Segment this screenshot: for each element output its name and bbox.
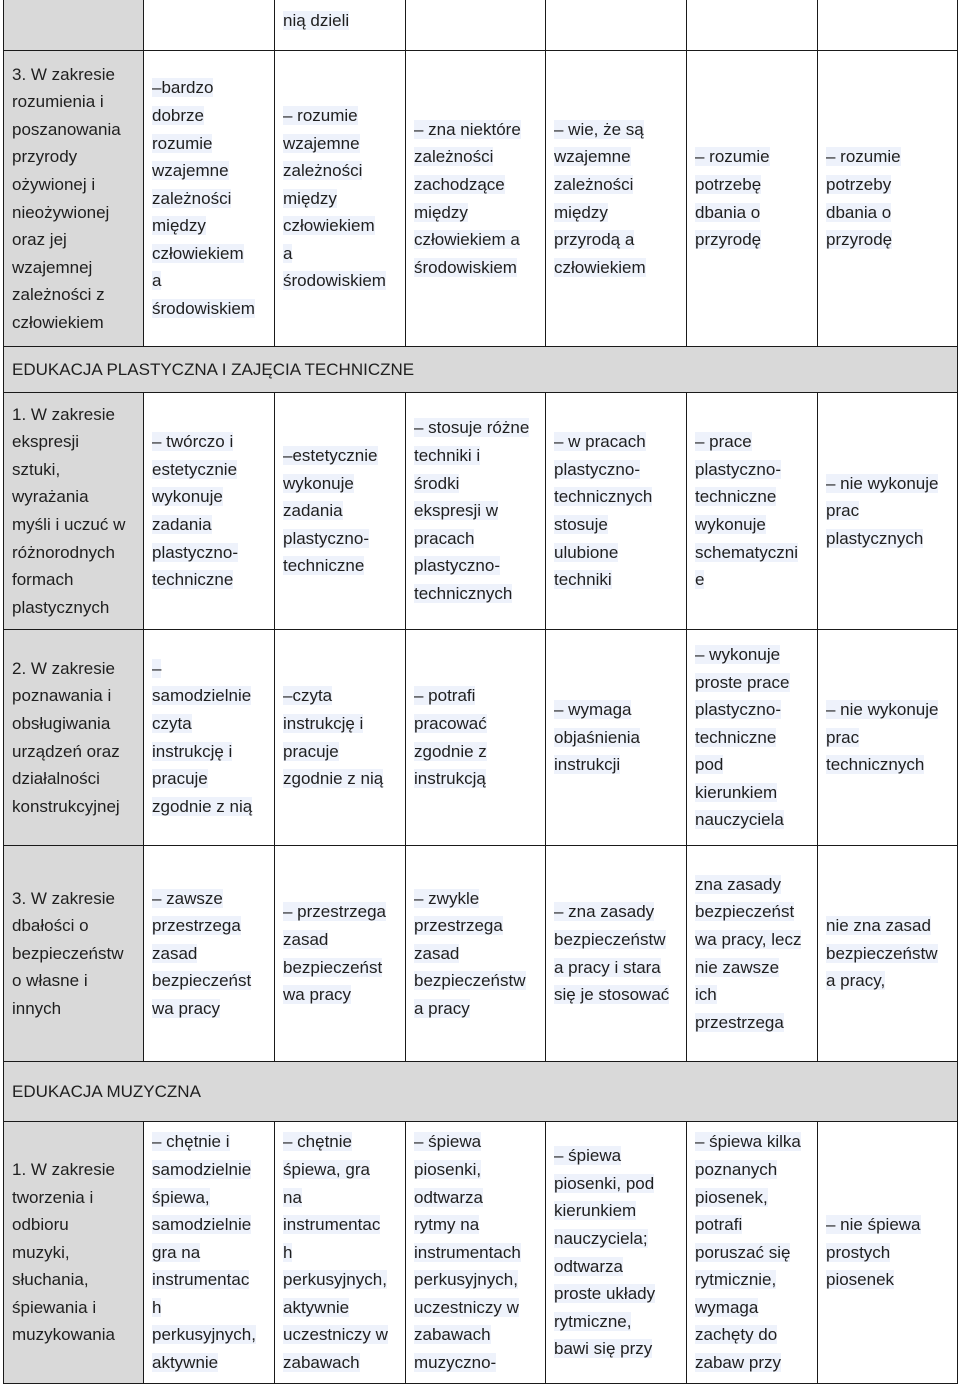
cell-text-line: techniczne: [152, 570, 234, 590]
criterion-text: [12, 61, 143, 337]
cell-text-line: między: [554, 202, 608, 222]
criterion-label: [4, 1122, 144, 1384]
grade-cell: [406, 393, 546, 630]
grade-cell: [406, 0, 546, 51]
cell-text-line: 3. W zakresie: [12, 64, 115, 84]
cell-text-line: h: [283, 1242, 293, 1262]
grade-text: [283, 682, 405, 792]
grade-text: [152, 655, 274, 821]
cell-text-line: technicznych: [826, 755, 925, 775]
grade-cell: [406, 630, 546, 846]
cell-text-line: bezpieczeństw: [554, 929, 666, 949]
grade-text: [152, 1128, 274, 1376]
grade-text: [414, 414, 545, 607]
cell-text-line: śpiewa,: [152, 1187, 210, 1207]
cell-text-line: zadania: [283, 501, 343, 521]
cell-text-line: nieożywionej: [12, 202, 110, 222]
grade-text: [826, 143, 957, 253]
grade-cell: [546, 51, 687, 347]
cell-text-line: człowiekiem: [554, 257, 646, 277]
grade-text: [554, 696, 686, 779]
cell-text-line: zasad: [152, 943, 198, 963]
cell-text-line: e: [695, 570, 705, 590]
grade-cell: [818, 51, 958, 347]
cell-text-line: proste układy: [554, 1284, 656, 1304]
cell-text-line: przestrzega: [152, 916, 241, 936]
cell-text-line: bezpieczeńst: [695, 902, 795, 922]
cell-text-line: wyrażania: [12, 487, 89, 507]
cell-text-line: pracuje: [152, 769, 208, 789]
table-row: [4, 393, 958, 630]
cell-text-line: – wymaga: [554, 700, 632, 720]
grade-text: [695, 871, 817, 1037]
cell-text-line: ożywionej i: [12, 174, 96, 194]
cell-text-line: – nie wykonuje: [826, 700, 939, 720]
cell-text-line: piosenki, pod: [554, 1173, 655, 1193]
grade-cell: [275, 630, 406, 846]
grade-cell: [406, 1122, 546, 1384]
cell-text-line: –czyta: [283, 686, 333, 706]
cell-text-line: pracuje: [283, 741, 339, 761]
cell-text-line: 1. W zakresie: [12, 1159, 115, 1179]
cell-text-line: technicznych: [414, 583, 513, 603]
section-header-row: [4, 347, 958, 393]
grade-cell: [275, 0, 406, 51]
cell-text-line: – śpiewa: [554, 1146, 622, 1166]
cell-text-line: –: [152, 658, 162, 678]
grade-text: [554, 116, 686, 282]
cell-text-line: plastyczno-: [695, 700, 781, 720]
grade-text: [695, 143, 817, 253]
cell-text-line: – chętnie: [283, 1132, 352, 1152]
grade-cell: [406, 51, 546, 347]
grade-cell: [144, 393, 275, 630]
cell-text-line: bawi się przy: [554, 1339, 653, 1359]
cell-text-line: techniki: [554, 570, 612, 590]
cell-text-line: wymaga: [695, 1297, 759, 1317]
cell-text-line: – przestrzega: [283, 902, 386, 922]
cell-text-line: zna zasady: [695, 874, 781, 894]
cell-text-line: a pracy: [414, 998, 470, 1018]
cell-text-line: wykonuje: [283, 473, 354, 493]
grade-cell: [687, 393, 818, 630]
cell-text-line: perkusyjnych,: [152, 1325, 256, 1345]
criterion-label: [4, 51, 144, 347]
grade-cell: [144, 630, 275, 846]
table-row: [4, 51, 958, 347]
cell-text-line: wzajemnej: [12, 257, 93, 277]
cell-text-line: słuchania,: [12, 1270, 89, 1290]
cell-text-line: instrumentac: [152, 1270, 250, 1290]
cell-text-line: instrukcją: [414, 769, 486, 789]
cell-text-line: techniczne: [283, 556, 365, 576]
grade-cell: [687, 630, 818, 846]
cell-text-line: obsługiwania: [12, 713, 111, 733]
cell-text-line: proste prace: [695, 672, 790, 692]
grade-text: [152, 74, 274, 322]
grade-text: [283, 7, 405, 35]
grade-cell: [818, 630, 958, 846]
grade-cell: [144, 51, 275, 347]
cell-text-line: – nie śpiewa: [826, 1215, 921, 1235]
cell-text-line: odtwarza: [554, 1256, 623, 1276]
cell-text-line: plastyczno-: [695, 459, 781, 479]
cell-text-line: rytmy na: [414, 1215, 480, 1235]
cell-text-line: plastyczno-: [554, 459, 640, 479]
cell-text-line: gra na: [152, 1242, 201, 1262]
grade-cell: [818, 846, 958, 1062]
grade-cell: [275, 393, 406, 630]
table-row: [4, 630, 958, 846]
cell-text-line: potrzebę: [695, 174, 762, 194]
cell-text-line: uczestniczy w: [414, 1297, 519, 1317]
cell-text-line: – potrafi: [414, 686, 476, 706]
cell-text-line: – rozumie: [695, 147, 770, 167]
table-row: [4, 1122, 958, 1384]
cell-text-line: tworzenia i: [12, 1187, 94, 1207]
cell-text-line: – rozumie: [826, 147, 901, 167]
cell-text-line: środowiskiem: [152, 299, 255, 319]
cell-text-line: dbałości o: [12, 916, 89, 936]
cell-text-line: nauczyciela: [695, 810, 784, 830]
grade-text: [414, 682, 545, 792]
cell-text-line: 1. W zakresie: [12, 404, 115, 424]
cell-text-line: – zawsze: [152, 888, 223, 908]
cell-text-line: instrukcję i: [152, 741, 233, 761]
grade-cell: [144, 0, 275, 51]
grade-cell: [818, 1122, 958, 1384]
grading-table: [3, 0, 958, 1384]
cell-text-line: samodzielnie: [152, 1159, 252, 1179]
section-title: EDUKACJA MUZYCZNA: [4, 1062, 958, 1122]
criterion-text: [12, 1156, 143, 1349]
cell-text-line: pracach: [414, 528, 475, 548]
cell-text-line: zabaw przy: [695, 1353, 781, 1373]
grade-cell: [546, 1122, 687, 1384]
cell-text-line: dbania o: [826, 202, 892, 222]
cell-text-line: nią dzieli: [283, 10, 350, 30]
cell-text-line: nauczyciela;: [554, 1228, 648, 1248]
criterion-label: [4, 630, 144, 846]
criterion-label: [4, 393, 144, 630]
grade-cell: [275, 1122, 406, 1384]
cell-text-line: zależności z: [12, 285, 105, 305]
cell-text-line: perkusyjnych,: [414, 1270, 518, 1290]
cell-text-line: poruszać się: [695, 1242, 791, 1262]
grade-text: [554, 898, 686, 1008]
cell-text-line: poznanych: [695, 1159, 778, 1179]
grade-text: [152, 428, 274, 594]
cell-text-line: sztuki,: [12, 459, 61, 479]
grade-cell: [546, 846, 687, 1062]
cell-text-line: – śpiewa: [414, 1132, 482, 1152]
cell-text-line: formach: [12, 570, 74, 590]
cell-text-line: – w pracach: [554, 432, 646, 452]
cell-text-line: odbioru: [12, 1215, 69, 1235]
cell-text-line: wykonuje: [152, 487, 223, 507]
criterion-text: [12, 401, 143, 622]
cell-text-line: między: [152, 216, 206, 236]
cell-text-line: instrumentach: [414, 1242, 521, 1262]
cell-text-line: plastyczno-: [283, 528, 369, 548]
cell-text-line: schematyczni: [695, 542, 798, 562]
cell-text-line: środki: [414, 473, 460, 493]
cell-text-line: zachodzące: [414, 174, 505, 194]
cell-text-line: aktywnie: [152, 1353, 219, 1373]
cell-text-line: 3. W zakresie: [12, 888, 115, 908]
cell-text-line: ekspresji: [12, 432, 80, 452]
cell-text-line: – zna zasady: [554, 902, 655, 922]
cell-text-line: się je stosować: [554, 985, 670, 1005]
cell-text-line: – rozumie: [283, 105, 358, 125]
grade-cell: [818, 393, 958, 630]
cell-text-line: uczestniczy w: [283, 1325, 388, 1345]
grade-cell: [275, 846, 406, 1062]
cell-text-line: myśli i uczuć w: [12, 515, 126, 534]
cell-text-line: przyrody: [12, 147, 78, 167]
cell-text-line: 2. W zakresie: [12, 658, 115, 678]
cell-text-line: samodzielnie: [152, 686, 252, 706]
cell-text-line: bezpieczeństw: [12, 943, 124, 963]
cell-text-line: zasad: [414, 943, 460, 963]
cell-text-line: śpiewania i: [12, 1297, 97, 1317]
table-row: [4, 0, 958, 51]
cell-text-line: zgodnie z nią: [283, 769, 384, 789]
criterion-text: [12, 885, 143, 1023]
cell-text-line: zależności: [414, 147, 494, 167]
grade-cell: [687, 846, 818, 1062]
cell-text-line: instrumentac: [283, 1215, 381, 1235]
grade-cell: [818, 0, 958, 51]
cell-text-line: plastycznych: [12, 597, 110, 617]
cell-text-line: między: [283, 188, 337, 208]
cell-text-line: potrzeby: [826, 174, 892, 194]
grade-text: [283, 1128, 405, 1376]
cell-text-line: wzajemne: [554, 147, 631, 167]
grade-text: [826, 912, 957, 995]
grade-cell: [546, 393, 687, 630]
cell-text-line: aktywnie: [283, 1297, 350, 1317]
cell-text-line: środowiskiem: [414, 257, 517, 277]
cell-text-line: zasad: [283, 929, 329, 949]
cell-text-line: zadania: [152, 515, 212, 534]
cell-text-line: zgodnie z nią: [152, 796, 253, 816]
cell-text-line: człowiekiem a: [414, 230, 520, 250]
grade-text: [695, 428, 817, 594]
cell-text-line: pod: [695, 755, 724, 775]
cell-text-line: rozumienia i: [12, 92, 104, 112]
cell-text-line: człowiekiem: [12, 312, 104, 332]
criterion-text: [12, 655, 143, 821]
cell-text-line: rozumie: [152, 133, 213, 153]
cell-text-line: oraz jej: [12, 230, 67, 250]
grade-cell: [546, 630, 687, 846]
cell-text-line: plastyczno-: [414, 556, 500, 576]
cell-text-line: techniczne: [695, 727, 777, 747]
cell-text-line: przyrodę: [695, 230, 762, 250]
criterion-label: [4, 0, 144, 51]
cell-text-line: techniczne: [695, 487, 777, 507]
cell-text-line: – prace: [695, 432, 752, 452]
cell-text-line: plastyczno-: [152, 542, 238, 562]
grade-text: [826, 470, 957, 553]
cell-text-line: człowiekiem: [152, 243, 244, 263]
section-title: EDUKACJA PLASTYCZNA I ZAJĘCIA TECHNICZNE: [4, 347, 958, 393]
cell-text-line: zgodnie z: [414, 741, 487, 761]
grade-text: [283, 102, 405, 295]
grade-text: [414, 885, 545, 1023]
cell-text-line: wa pracy: [152, 998, 221, 1018]
cell-text-line: samodzielnie: [152, 1215, 252, 1235]
cell-text-line: zabawach: [283, 1353, 360, 1373]
cell-text-line: przyrodą a: [554, 230, 635, 250]
cell-text-line: bezpieczeństw: [414, 971, 526, 991]
grade-cell: [687, 0, 818, 51]
grade-text: [695, 1128, 817, 1376]
cell-text-line: instrukcję i: [283, 713, 364, 733]
grade-text: [826, 696, 957, 779]
cell-text-line: – śpiewa kilka: [695, 1132, 801, 1152]
cell-text-line: stosuje: [554, 515, 608, 534]
cell-text-line: kierunkiem: [695, 782, 778, 802]
cell-text-line: przyrodę: [826, 230, 893, 250]
cell-text-line: – stosuje różne: [414, 418, 530, 438]
cell-text-line: bezpieczeństw: [826, 943, 938, 963]
grade-text: [414, 1128, 545, 1376]
grade-text: [283, 442, 405, 580]
cell-text-line: między: [414, 202, 468, 222]
cell-text-line: wa pracy: [283, 985, 352, 1005]
cell-text-line: działalności: [12, 769, 100, 789]
cell-text-line: zabawach: [414, 1325, 491, 1345]
grade-text: [414, 116, 545, 282]
grade-text: [554, 1142, 686, 1363]
cell-text-line: prac: [826, 501, 860, 521]
grade-text: [283, 898, 405, 1008]
cell-text-line: instrukcji: [554, 755, 621, 775]
cell-text-line: ulubione: [554, 542, 619, 562]
cell-text-line: bezpieczeńst: [283, 957, 383, 977]
cell-text-line: dobrze: [152, 105, 204, 125]
cell-text-line: piosenek: [826, 1270, 895, 1290]
cell-text-line: zachęty do: [695, 1325, 778, 1345]
cell-text-line: środowiskiem: [283, 271, 386, 291]
cell-text-line: muzykowania: [12, 1325, 115, 1345]
cell-text-line: a pracy,: [826, 971, 886, 991]
cell-text-line: konstrukcyjnej: [12, 796, 120, 816]
cell-text-line: przestrzega: [414, 916, 503, 936]
cell-text-line: zależności: [283, 161, 363, 181]
cell-text-line: nie zawsze: [695, 957, 780, 977]
cell-text-line: – wykonuje: [695, 644, 781, 664]
cell-text-line: ekspresji w: [414, 501, 499, 521]
grade-cell: [275, 51, 406, 347]
grade-cell: [687, 1122, 818, 1384]
cell-text-line: rytmiczne,: [554, 1311, 632, 1331]
grade-cell: [406, 846, 546, 1062]
cell-text-line: –bardzo: [152, 78, 214, 98]
cell-text-line: – twórczo i: [152, 432, 234, 452]
cell-text-line: – zwykle: [414, 888, 480, 908]
cell-text-line: kierunkiem: [554, 1201, 637, 1221]
cell-text-line: innych: [12, 998, 62, 1018]
grade-text: [152, 885, 274, 1023]
cell-text-line: – chętnie i: [152, 1132, 230, 1152]
cell-text-line: o własne i: [12, 971, 88, 991]
cell-text-line: wykonuje: [695, 515, 766, 534]
cell-text-line: a pracy i stara: [554, 957, 661, 977]
grade-text: [826, 1211, 957, 1294]
section-header-row: [4, 1062, 958, 1122]
cell-text-line: potrafi: [695, 1215, 743, 1235]
cell-text-line: prostych: [826, 1242, 891, 1262]
cell-text-line: plastycznych: [826, 528, 924, 548]
cell-text-line: bezpieczeńst: [152, 971, 252, 991]
cell-text-line: wzajemne: [152, 161, 229, 181]
cell-text-line: na: [283, 1187, 302, 1207]
cell-text-line: różnorodnych: [12, 542, 116, 562]
cell-text-line: czyta: [152, 713, 192, 733]
cell-text-line: a: [152, 271, 162, 291]
cell-text-line: rytmicznie,: [695, 1270, 777, 1290]
cell-text-line: zależności: [554, 174, 634, 194]
grade-cell: [546, 0, 687, 51]
cell-text-line: techniki i: [414, 446, 481, 466]
grade-text: [554, 428, 686, 594]
cell-text-line: poznawania i: [12, 686, 112, 706]
cell-text-line: urządzeń oraz: [12, 741, 120, 761]
cell-text-line: –estetycznie: [283, 446, 378, 466]
cell-text-line: prac: [826, 727, 860, 747]
cell-text-line: h: [152, 1297, 162, 1317]
cell-text-line: przestrzega: [695, 1012, 784, 1032]
criterion-label: [4, 846, 144, 1062]
cell-text-line: człowiekiem: [283, 216, 375, 236]
cell-text-line: muzyki,: [12, 1242, 70, 1262]
cell-text-line: dbania o: [695, 202, 761, 222]
table-row: [4, 846, 958, 1062]
grade-text: [695, 641, 817, 834]
cell-text-line: pracować: [414, 713, 487, 733]
cell-text-line: estetycznie: [152, 459, 238, 479]
cell-text-line: wa pracy, lecz: [695, 929, 802, 949]
cell-text-line: śpiewa, gra: [283, 1159, 370, 1179]
cell-text-line: muzyczno-: [414, 1353, 497, 1373]
cell-text-line: piosenki,: [414, 1159, 482, 1179]
cell-text-line: perkusyjnych,: [283, 1270, 387, 1290]
cell-text-line: ich: [695, 985, 717, 1005]
cell-text-line: piosenek,: [695, 1187, 768, 1207]
cell-text-line: nie zna zasad: [826, 916, 931, 936]
grade-cell: [144, 1122, 275, 1384]
cell-text-line: poszanowania: [12, 119, 121, 139]
cell-text-line: wzajemne: [283, 133, 360, 153]
grade-cell: [687, 51, 818, 347]
cell-text-line: – nie wykonuje: [826, 473, 939, 493]
cell-text-line: – zna niektóre: [414, 119, 521, 139]
cell-text-line: – wie, że są: [554, 119, 644, 139]
cell-text-line: zależności: [152, 188, 232, 208]
cell-text-line: technicznych: [554, 487, 653, 507]
cell-text-line: a: [283, 243, 293, 263]
cell-text-line: objaśnienia: [554, 727, 641, 747]
cell-text-line: odtwarza: [414, 1187, 483, 1207]
grade-cell: [144, 846, 275, 1062]
